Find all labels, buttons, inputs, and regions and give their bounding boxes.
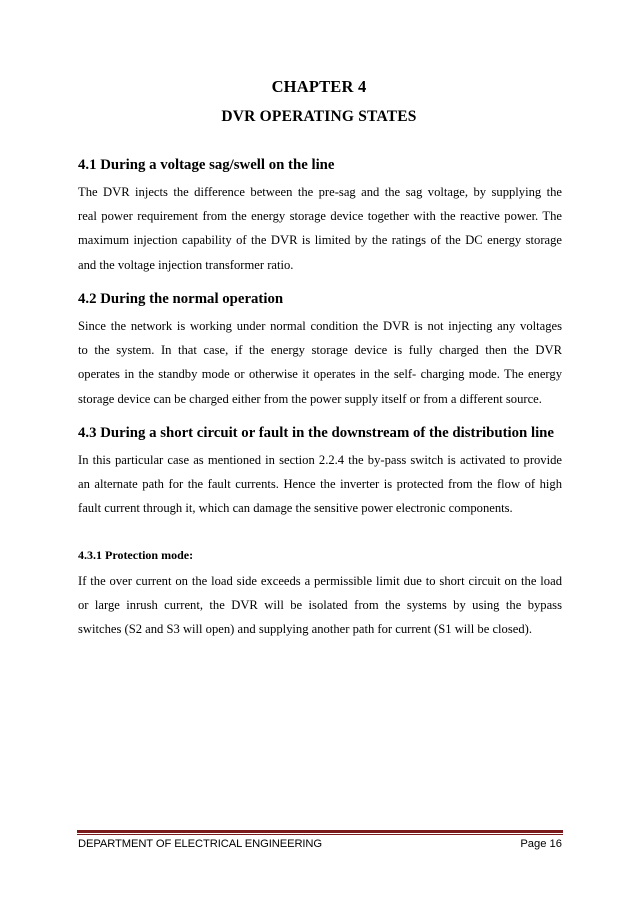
section-heading: 4.1 During a voltage sag/swell on the line <box>78 157 335 173</box>
section-paragraph <box>78 314 562 411</box>
subsection-heading: 4.3.1 Protection mode: <box>78 548 194 562</box>
footer-department: DEPARTMENT OF ELECTRICAL ENGINEERING <box>78 838 323 850</box>
section-heading: 4.3 During a short circuit or fault in the downstream of the distribution line <box>78 425 554 441</box>
paragraph-line: or large inrush current, the DVR will be isolated from the systems by using the bypass <box>78 598 562 613</box>
paragraph-line: The DVR injects the difference between the pre-sag and the sag voltage, by supplying the <box>78 185 562 199</box>
paragraph-line: an alternate path for the fault currents. Hence the inverter is protected from the flow of high <box>78 477 562 492</box>
paragraph-line: fault current through it, which can damage the sensitive power electronic components. <box>78 501 513 516</box>
section-heading: 4.2 During the normal operation <box>78 291 284 307</box>
paragraph-line: real power requirement from the energy storage device together with the reactive power. The <box>78 209 562 224</box>
section-paragraph <box>78 448 562 521</box>
footer-rule-thin <box>77 834 563 835</box>
paragraph-line: Since the network is working under normal condition the DVR is not injecting any voltages <box>78 319 562 333</box>
paragraph-line: storage device can be charged either from the power supply itself or from a different source. <box>78 391 542 406</box>
chapter-title: DVR OPERATING STATES <box>221 108 417 125</box>
section-4-2 <box>78 290 562 411</box>
section-4-3 <box>78 424 562 521</box>
section-4-3-1 <box>78 546 562 642</box>
paragraph-line: If the over current on the load side exceeds a permissible limit due to short circuit on the load <box>78 574 562 588</box>
paragraph-line: and the voltage injection transformer ratio. <box>78 257 294 272</box>
section-4-1 <box>78 156 562 277</box>
paragraph-line: to the system. In that case, if the energy storage device is fully charged then the DVR <box>78 343 562 358</box>
section-paragraph <box>78 180 562 277</box>
footer-page-number: Page 16 <box>520 838 562 850</box>
chapter-label: CHAPTER 4 <box>271 77 367 96</box>
paragraph-line: operates in the standby mode or otherwise it operates in the self- charging mode. The energy <box>78 367 562 382</box>
section-paragraph <box>78 569 562 642</box>
paragraph-line: In this particular case as mentioned in section 2.2.4 the by-pass switch is activated to provide <box>78 453 562 467</box>
paragraph-line: maximum injection capability of the DVR is limited by the ratings of the DC energy storage <box>78 233 562 248</box>
paragraph-line: switches (S2 and S3 will open) and supplying another path for current (S1 will be closed). <box>78 622 532 637</box>
footer-rule-thick <box>77 830 563 833</box>
